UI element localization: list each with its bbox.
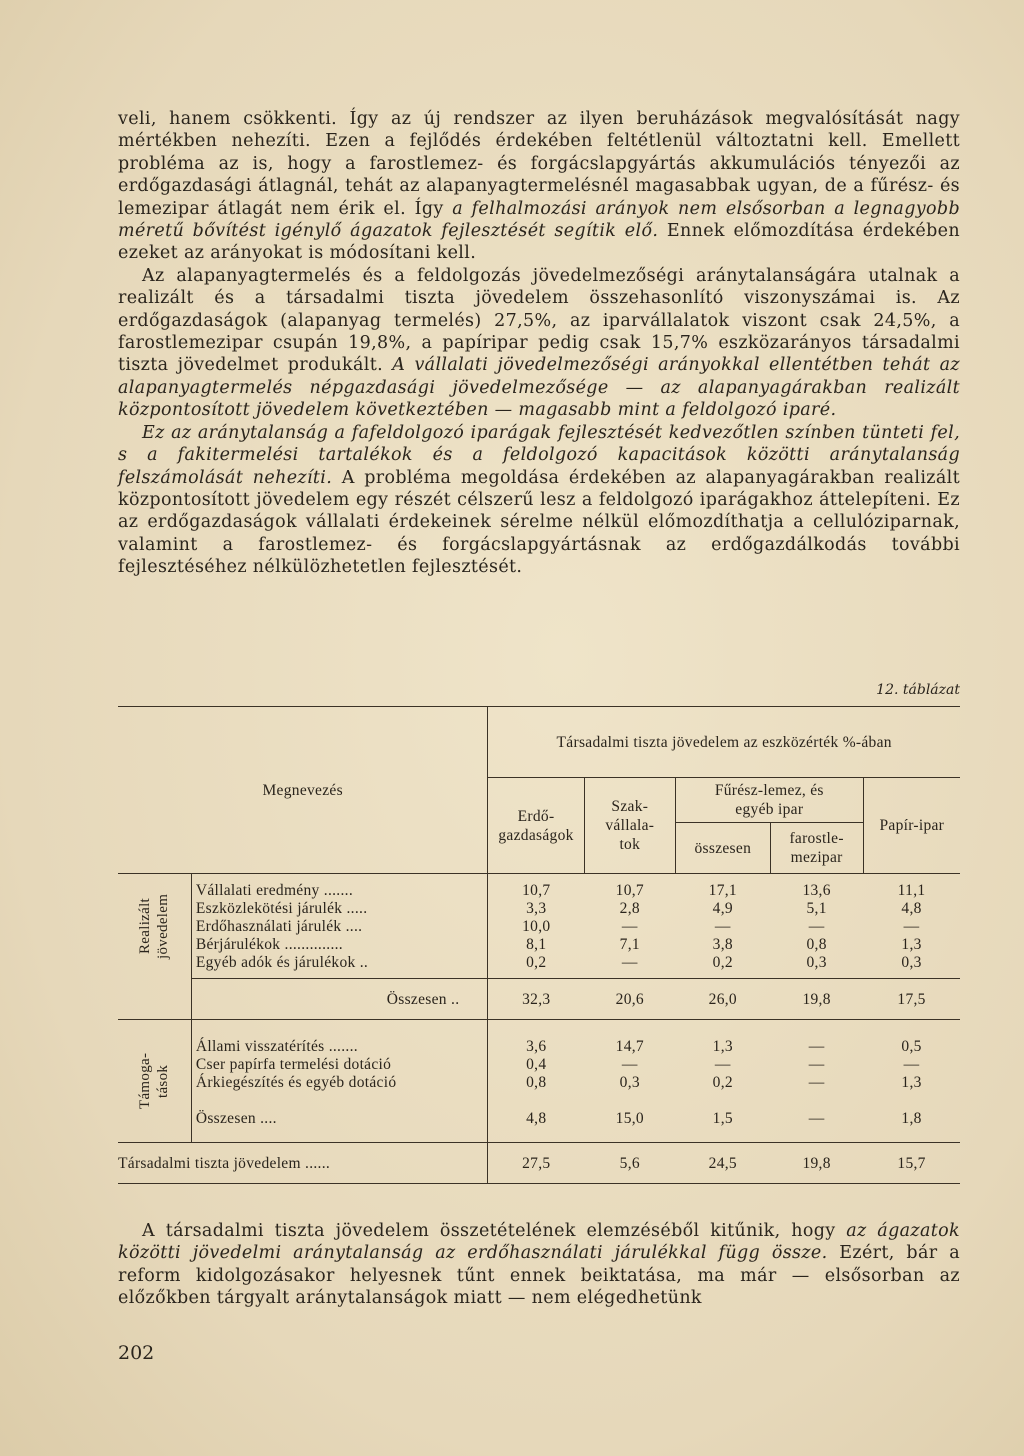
- cell: 1,3: [901, 936, 922, 953]
- header-osszesen: összesen: [675, 823, 770, 874]
- cell: 32,3: [488, 979, 584, 1020]
- header-group: Társadalmi tiszta jövedelem az eszközérték %-ában: [488, 707, 960, 778]
- header-farost: farostle-mezipar: [770, 823, 863, 874]
- p1-seg-1: a felhalmozási arányok nem elsősorban a legnagyobb méretű bővítést igénylő ágazatok fejlesztését segítik elő.: [118, 198, 960, 242]
- cell: 4,8: [901, 900, 922, 917]
- cell: 5,6: [584, 1143, 675, 1184]
- table-row: [118, 918, 960, 936]
- paragraph-3: [118, 422, 960, 579]
- header-name-col: Megnevezés: [118, 707, 488, 874]
- cell: 0,5: [901, 1038, 922, 1055]
- row-label-total: Összesen ..: [191, 979, 488, 1020]
- cell: 11,1: [897, 882, 926, 899]
- cell: —: [903, 1056, 920, 1073]
- header-papir: Papír-ipar: [863, 778, 960, 874]
- row-label: Eszközlekötési járulék .....: [191, 900, 488, 918]
- table-row: [118, 874, 960, 901]
- cell: 20,6: [584, 979, 675, 1020]
- cell: 13,6: [802, 882, 831, 899]
- cell: 5,1: [806, 900, 827, 917]
- p3-seg-0: Ez az aránytalanság a fafeldolgozó iparágak fejlesztését kedvezőtlen színben tünteti fel, s a fakitermelési tartalékok és a feldolgozó kapacitások közötti aránytalanság felszámolását nehezíti.: [118, 422, 960, 488]
- cell: 0,8: [806, 936, 827, 953]
- cell: 0,3: [770, 954, 863, 979]
- cell: —: [621, 1056, 638, 1073]
- cell: 0,3: [863, 954, 960, 979]
- cell: 19,8: [770, 979, 863, 1020]
- cell: 0,2: [488, 954, 584, 979]
- cell: 8,1: [488, 936, 584, 954]
- p2-seg-1: A vállalati jövedelmezőségi arányokkal ellentétben tehát az alapanyagtermelés népgazdasági jövedelmezősége — az alapanyagárakban realizált központosított jövedelem következtében — magasabb mint a feldolgozó iparé.: [118, 355, 960, 421]
- side-label-tamogatasok: [118, 1020, 191, 1143]
- pb-seg-2: Ezért, bár a reform kidolgozásakor helyesnek tűnt ennek beiktatása, ma már — elsősorban az előzőkben tárgyalt aránytalanságok miatt — nem elégedhetünk: [118, 1243, 960, 1309]
- row-label: Árkiegészítés és egyéb dotáció: [191, 1074, 488, 1110]
- header-szak: Szak-vállala-tok: [584, 778, 675, 874]
- row-label: Cser papírfa termelési dotáció: [191, 1056, 488, 1074]
- cell: 1,3: [901, 1074, 922, 1091]
- table-row: [118, 1020, 960, 1057]
- cell: 7,1: [619, 936, 640, 953]
- row-label: Egyéb adók és járulékok ..: [191, 954, 488, 979]
- p3-seg-1: A probléma megoldása érdekében az alapanyagárakban realizált központosított jövedelem egy részét célszerű lesz a feldolgozó iparágakhoz áttelepíteni. Ez az erdőgazdaságok vállalati érdekeinek sérelme nélkül előmozdíthatja a cellulóziparnak, valamint a farostlemez- és forgácslapgyártásnak az erdőgazdálkodás további fejlesztéséhez nélkülözhetetlen fejlesztését.: [118, 467, 960, 578]
- cell: —: [714, 1056, 731, 1073]
- table-row: [118, 900, 960, 918]
- cell: 10,0: [488, 918, 584, 936]
- cell: 4,9: [712, 900, 733, 917]
- cell: 4,8: [488, 1110, 584, 1143]
- table-row-total: [118, 979, 960, 1020]
- table-row-grand-total: [118, 1143, 960, 1184]
- cell: 1,8: [863, 1110, 960, 1143]
- cell: —: [714, 918, 731, 935]
- p1-seg-2: Ennek előmozdítása érdekében ezeket az arányokat is módosítani kell.: [118, 221, 960, 264]
- cell: —: [770, 1110, 863, 1143]
- cell: 3,3: [488, 900, 584, 918]
- cell: 3,6: [488, 1020, 584, 1057]
- cell: 17,1: [708, 882, 737, 899]
- side-text: Támoga-tások: [137, 1052, 172, 1110]
- cell: 15,0: [584, 1110, 675, 1143]
- cell: 10,7: [615, 882, 644, 899]
- cell: —: [808, 1074, 825, 1091]
- header-erdo: Erdő-gazdaságok: [488, 778, 584, 874]
- row-label-total: Összesen ....: [191, 1110, 488, 1143]
- cell: 14,7: [615, 1038, 644, 1055]
- cell: 1,3: [712, 1038, 733, 1055]
- cell: —: [808, 918, 825, 935]
- paragraph-2: [118, 265, 960, 422]
- pb-seg-1: az ágazatok közötti jövedelmi aránytalanság az erdőhasználati járulékkal függ össze.: [118, 1221, 961, 1264]
- row-label: Vállalati eredmény .......: [191, 874, 488, 901]
- cell: 0,2: [675, 954, 770, 979]
- cell: —: [808, 1038, 825, 1055]
- side-label-realizalt: [118, 874, 191, 979]
- cell: —: [808, 1056, 825, 1073]
- cell: 27,5: [488, 1143, 584, 1184]
- cell: 1,5: [675, 1110, 770, 1143]
- cell: —: [621, 918, 638, 935]
- income-table: [118, 706, 960, 1184]
- side-text: Realizált jövedelem: [137, 893, 172, 959]
- body-text-top: [118, 108, 960, 579]
- cell: 26,0: [675, 979, 770, 1020]
- cell: 15,7: [863, 1143, 960, 1184]
- cell: 10,7: [488, 874, 584, 901]
- cell: 3,8: [712, 936, 733, 953]
- p1-seg-0: veli, hanem csökkenti. Így az új rendszer az ilyen beruházások megvalósítását nagy mértékben nehezíti. Ezen a fejlődés érdekében feltétlenül változtatni kell. Emellett probléma az is, hogy a farostlemez- és forgácslapgyártás akkumulációs tényezői az erdőgazdasági átlagnál, tehát az alapanyagtermelésnél magasabbak ugyan, de a fűrész- és lemezipar átlagát nem érik el. Így: [118, 109, 960, 219]
- header-fures-group: Fűrész-lemez, és egyéb ipar: [675, 778, 863, 823]
- table-row: [118, 1074, 960, 1110]
- row-label-grand: Társadalmi tiszta jövedelem ......: [118, 1143, 488, 1184]
- cell: 2,8: [619, 900, 640, 917]
- cell: 19,8: [770, 1143, 863, 1184]
- paragraph-bottom: [118, 1220, 960, 1310]
- cell: 24,5: [675, 1143, 770, 1184]
- paragraph-1: [118, 108, 960, 265]
- table-row-total: [118, 1110, 960, 1143]
- table-container: [118, 706, 960, 1184]
- table-row: [118, 954, 960, 979]
- cell: —: [584, 954, 675, 979]
- row-label: Bérjárulékok ..............: [191, 936, 488, 954]
- table-row: [118, 1056, 960, 1074]
- cell: 0,4: [488, 1056, 584, 1074]
- cell: 17,5: [863, 979, 960, 1020]
- pb-seg-0: A társadalmi tiszta jövedelem összetételének elemzéséből kitűnik, hogy: [142, 1221, 847, 1241]
- row-label: Erdőhasználati járulék ....: [191, 918, 488, 936]
- cell: 0,2: [712, 1074, 733, 1091]
- body-text-bottom: [118, 1220, 960, 1310]
- cell: 0,8: [488, 1074, 584, 1110]
- cell: —: [903, 918, 920, 935]
- table-caption: 12. táblázat: [876, 682, 960, 698]
- table-row: [118, 936, 960, 954]
- row-label: Állami visszatérítés .......: [191, 1020, 488, 1057]
- page-number: 202: [118, 1342, 155, 1364]
- cell: 0,3: [619, 1074, 640, 1091]
- p2-seg-0: Az alapanyagtermelés és a feldolgozás jövedelmezőségi aránytalanságára utalnak a realizált és a társadalmi tiszta jövedelem összehasonlító viszonyszámai is. Az erdőgazdaságok (alapanyag termelés) 27,5%, az iparvállalatok viszont csak 24,5%, a farostlemezipar csupán 19,8%, a papíripar pedig csak 15,7% eszközarányos társadalmi tiszta jövedelmet produkált.: [118, 265, 960, 376]
